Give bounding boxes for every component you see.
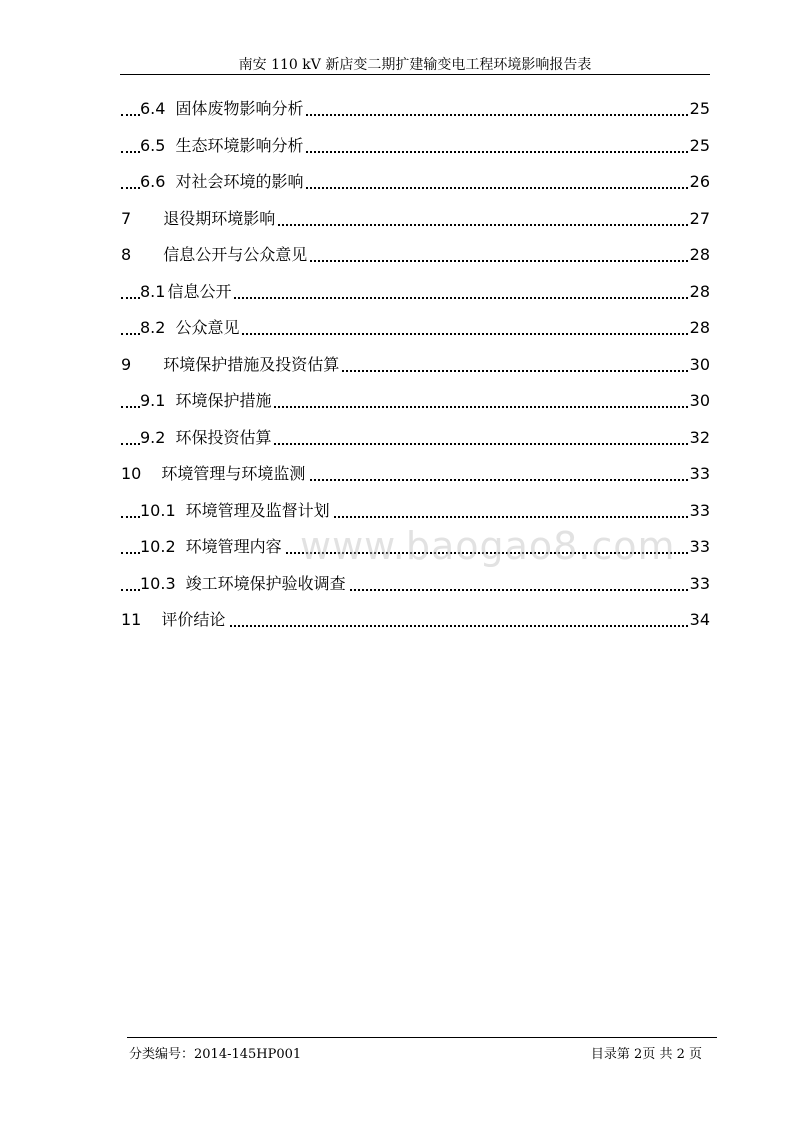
- toc-entry-label: [140, 133, 306, 159]
- toc-entry-label: [140, 498, 333, 524]
- toc-entry-label: [121, 206, 278, 232]
- toc-entry-page-number: 30: [688, 388, 710, 414]
- toc-entry[interactable]: [121, 315, 710, 341]
- toc-entry[interactable]: [121, 607, 710, 633]
- footer-divider: [127, 1037, 717, 1038]
- toc-entry-page-number: 25: [688, 133, 710, 159]
- toc-entry-number: 7: [121, 209, 132, 228]
- toc-entry[interactable]: [121, 571, 710, 597]
- toc-entry-number: 8.2: [140, 318, 166, 337]
- toc-entry-number: 6.6: [140, 172, 166, 191]
- toc-entry-title: 信息公开: [167, 282, 232, 301]
- toc-entry-page-number: 28: [688, 315, 710, 341]
- toc-entry-page-number: 33: [688, 534, 710, 560]
- toc-entry-label: [140, 425, 274, 451]
- toc-entry-number: 6.4: [140, 99, 166, 118]
- toc-entry-title: 对社会环境的影响: [175, 172, 304, 191]
- toc-entry-page-number: 33: [688, 461, 710, 487]
- toc-entry-title: 信息公开与公众意见: [163, 245, 308, 264]
- toc-entry-title: 环境保护措施: [175, 391, 272, 410]
- toc-entry[interactable]: [121, 242, 710, 268]
- toc-entry-page-number: 26: [688, 169, 710, 195]
- toc-entry-title: 环境管理及监督计划: [185, 501, 330, 520]
- toc-entry[interactable]: [121, 96, 710, 122]
- toc-entry-page-number: 30: [688, 352, 710, 378]
- toc-entry-title: 环境管理内容: [185, 537, 282, 556]
- toc-entry-label: [140, 169, 306, 195]
- toc-entry-title: 生态环境影响分析: [175, 136, 304, 155]
- toc-entry-label: [140, 534, 285, 560]
- toc-entry-title: 竣工环境保护验收调查: [185, 574, 346, 593]
- toc-entry-page-number: 27: [688, 206, 710, 232]
- toc-entry[interactable]: [121, 279, 710, 305]
- footer-page-info: 目录第 2页 共 2 页: [590, 1047, 702, 1062]
- toc-entry-page-number: 32: [688, 425, 710, 451]
- toc-entry-label: [121, 461, 308, 487]
- toc-entry[interactable]: [121, 461, 710, 487]
- toc-entry-label: [140, 388, 274, 414]
- header-divider: [120, 74, 710, 75]
- watermark: www.baogao8.com: [300, 524, 676, 568]
- toc-entry-label: [140, 96, 306, 122]
- toc-entry-number: 6.5: [140, 136, 166, 155]
- toc-entry-number: 9: [121, 355, 132, 374]
- toc-entry-title: 固体废物影响分析: [175, 99, 304, 118]
- toc-entry[interactable]: [121, 388, 710, 414]
- toc-entry[interactable]: [121, 206, 710, 232]
- toc-entry-page-number: 33: [688, 571, 710, 597]
- toc-entry-label: [140, 279, 234, 305]
- toc-entry-title: 公众意见: [175, 318, 240, 337]
- toc-entry-title: 评价结论: [161, 610, 226, 629]
- toc-entry[interactable]: [121, 169, 710, 195]
- toc-entry-number: 10.1: [140, 501, 176, 520]
- toc-entry-number: 10.2: [140, 537, 176, 556]
- toc-entry-title: 退役期环境影响: [163, 209, 276, 228]
- toc-entry-title: 环境保护措施及投资估算: [163, 355, 340, 374]
- toc-entry-number: 10: [121, 464, 142, 483]
- toc-entry-number: 11: [121, 610, 142, 629]
- toc-entry-label: [121, 352, 342, 378]
- toc-entry-title: 环境管理与环境监测: [161, 464, 306, 483]
- document-header-title: 南安 110 kV 新店变二期扩建输变电工程环境影响报告表: [238, 57, 592, 73]
- toc-entry-page-number: 25: [688, 96, 710, 122]
- toc-entry-number: 8.1: [140, 282, 166, 301]
- toc-entry-label: [140, 571, 349, 597]
- toc-entry-title: 环保投资估算: [175, 428, 272, 447]
- footer-classification-number: 分类编号：2014-145HP001: [129, 1047, 302, 1062]
- toc-entry-label: [140, 315, 242, 341]
- toc-entry[interactable]: [121, 352, 710, 378]
- toc-entry-number: 9.2: [140, 428, 166, 447]
- toc-entry[interactable]: [121, 133, 710, 159]
- toc-entry[interactable]: [121, 498, 710, 524]
- toc-entry[interactable]: [121, 534, 710, 560]
- toc-entry-number: 9.1: [140, 391, 166, 410]
- toc-entry-page-number: 34: [688, 607, 710, 633]
- toc-entry-number: 8: [121, 245, 132, 264]
- toc-entry-number: 10.3: [140, 574, 176, 593]
- toc-entry[interactable]: [121, 425, 710, 451]
- toc-entry-label: [121, 242, 310, 268]
- toc-entry-label: [121, 607, 228, 633]
- toc-entry-page-number: 28: [688, 279, 710, 305]
- toc-entry-page-number: 33: [688, 498, 710, 524]
- toc-entry-page-number: 28: [688, 242, 710, 268]
